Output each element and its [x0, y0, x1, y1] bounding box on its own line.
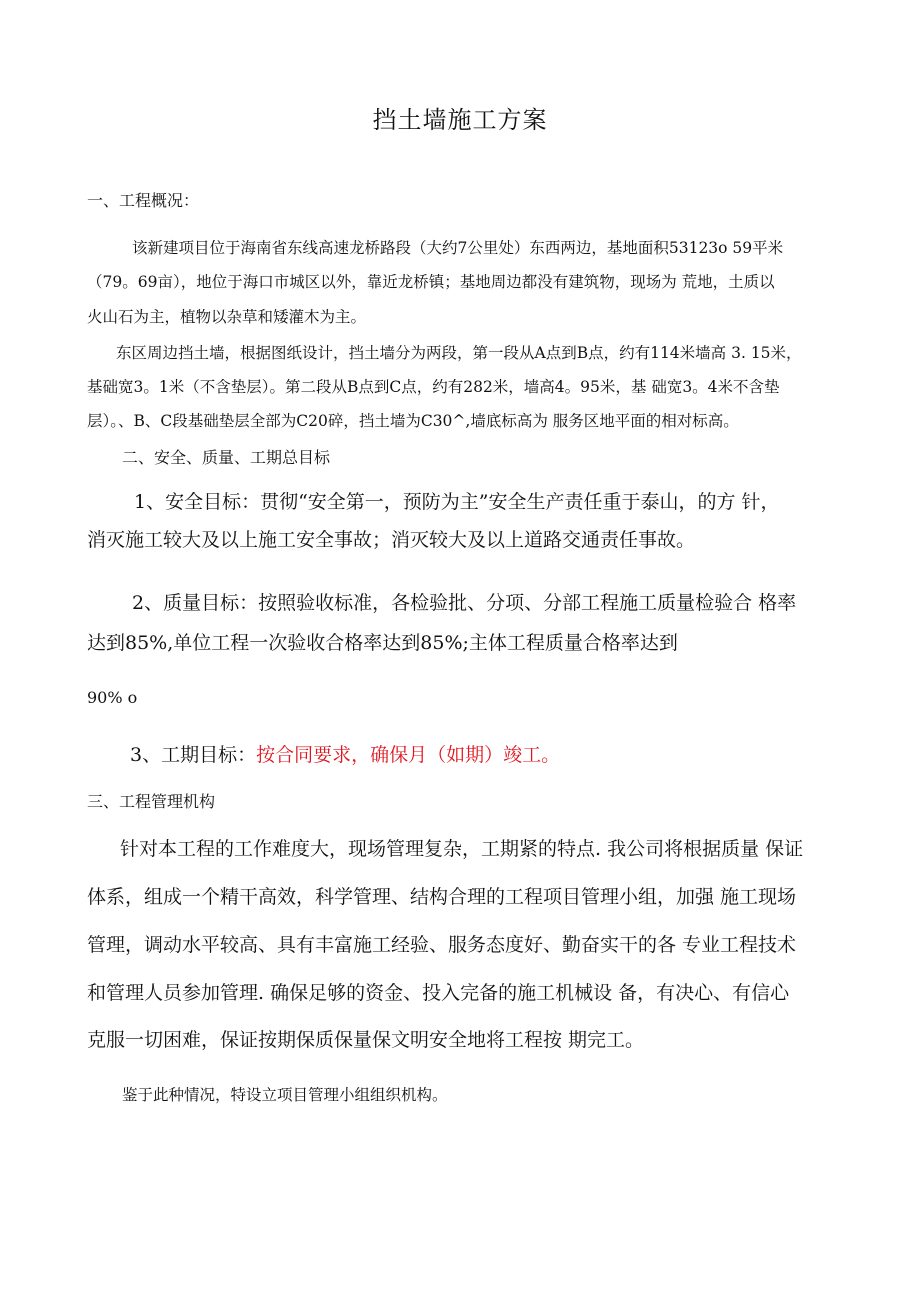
text-line: 层）。、B、C段基础垫层全部为C20碎，挡土墙为C30^,墙底标高为 服务区地平面的相对标高。 — [87, 412, 739, 430]
section-heading-goals: 二、安全、质量、工期总目标 — [122, 448, 331, 467]
text-line: 90% o — [87, 688, 138, 707]
text-line: 火山石为主，植物以杂草和矮灌木为主。 — [87, 308, 367, 326]
text-line: 2、质量目标：按照验收标准，各检验批、分项、分部工程施工质量检验合 格率 — [132, 592, 797, 614]
text-line: （79。69亩），地位于海口市城区以外，靠近龙桥镇；基地周边都没有建筑物，现场为 荒地，土质以 — [87, 273, 775, 291]
text-line: 克服一切困难，保证按期保质保量保文明安全地将工程按 期完工。 — [87, 1029, 645, 1051]
section-heading-management: 三、工程管理机构 — [87, 792, 216, 811]
text-line: 1、安全目标：贯彻“安全第一，预防为主”安全生产责任重于泰山，的方 针， — [134, 491, 780, 513]
text-line: 东区周边挡土墙，根据图纸设计，挡土墙分为两段，第一段从A点到B点，约有114米墙高 3. 15米， — [116, 344, 802, 362]
section-heading-overview: 一、工程概况： — [87, 191, 200, 210]
text-line: 该新建项目位于海南省东线高速龙桥路段（大约7公里处）东西两边，基地面积53123o 59平米 — [132, 239, 784, 257]
text-line: 体系，组成一个精干高效，科学管理、结构合理的工程项目管理小组，加强 施工现场 — [87, 886, 797, 908]
goal-schedule — [130, 740, 560, 767]
text-line: 达到85%,单位工程一次验收合格率达到85%;主体工程质量合格率达到 — [87, 632, 678, 654]
goal-schedule-label: 3、工期目标： — [130, 744, 257, 766]
text-line: 基础宽3。1米（不含垫层）。第二段从B点到C点，约有282米，墙高4。95米，基 础宽3。4米不含垫 — [87, 378, 780, 396]
page-title: 挡土墙施工方案 — [372, 106, 548, 134]
text-line: 针对本工程的工作难度大，现场管理复杂，工期紧的特点. 我公司将根据质量 保证 — [120, 838, 804, 860]
text-line: 消灭施工较大及以上施工安全事故；消灭较大及以上道路交通责任事故。 — [87, 529, 696, 551]
text-line: 和管理人员参加管理. 确保足够的资金、投入完备的施工机械设 备，有决心、有信心 — [87, 982, 790, 1004]
closing-note: 鉴于此种情况，特设立项目管理小组组织机构。 — [122, 1086, 448, 1104]
text-line: 管理，调动水平较高、具有丰富施工经验、服务态度好、勤奋实干的各 专业工程技术 — [87, 934, 797, 956]
goal-schedule-highlight: 按合同要求，确保月（如期）竣工。 — [256, 744, 561, 766]
